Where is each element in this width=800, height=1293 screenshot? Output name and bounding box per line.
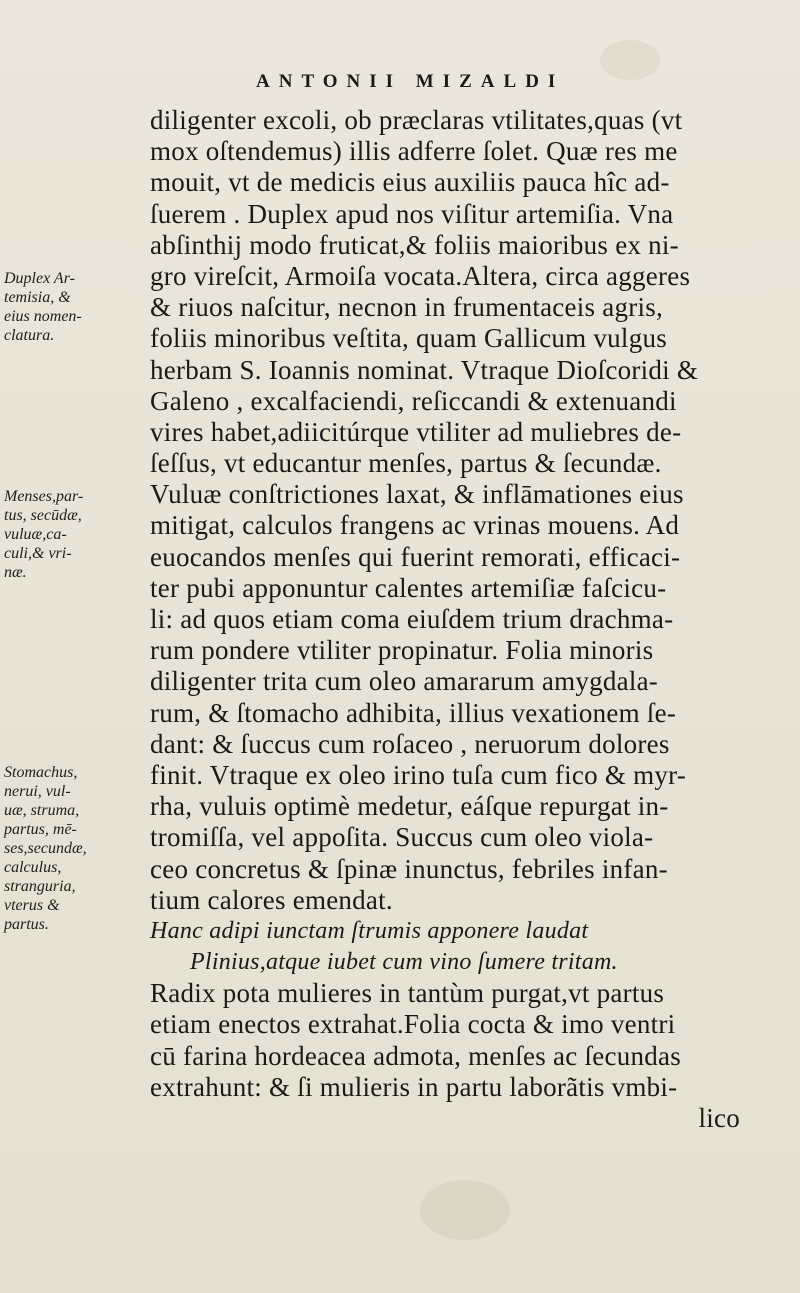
margin-note-line: vterus & — [4, 897, 60, 914]
text-line: ſeſſus, vt educantur menſes, partus & ſecundæ. — [150, 448, 662, 479]
text-line: dant: & ſuccus cum roſaceo , neruorum dolores — [150, 728, 670, 759]
margin-note-line: uæ, struma, — [4, 802, 80, 819]
text-line: rum pondere vtiliter propinatur. Folia minoris — [150, 635, 654, 666]
text-line: lico — [698, 1103, 740, 1133]
margin-note-line: partus, mē- — [4, 821, 77, 838]
margin-note-line: vuluæ,ca- — [4, 526, 67, 543]
margin-note — [4, 269, 146, 345]
margin-note — [4, 763, 146, 934]
margin-note-line: nerui, vul- — [4, 783, 71, 800]
margin-note-line: tus, secūdæ, — [4, 507, 82, 524]
running-head: ANTONII MIZALDI — [256, 71, 565, 92]
margin-note-line: clatura. — [4, 327, 55, 344]
margin-note-line: ses,secundæ, — [4, 840, 87, 857]
text-line: Plinius,atque iubet cum vino ſumere tritam. — [190, 949, 618, 976]
text-line: vires habet,adiicitúrque vtiliter ad muliebres de- — [150, 416, 682, 447]
body-text — [150, 105, 790, 1134]
text-line: li: ad quos etiam coma eiuſdem trium drachma- — [150, 604, 674, 634]
text-line: diligenter trita cum oleo amararum amygdala- — [150, 666, 659, 697]
text-line: Hanc adipi iunctam ſtrumis apponere laudat — [150, 917, 589, 944]
text-line: cū farina hordeacea admota, menſes ac ſecundas — [150, 1040, 681, 1071]
text-line: gro vireſcit, Armoiſa vocata.Altera, circa aggeres — [150, 260, 691, 291]
text-line: mitigat, calculos frangens ac vrinas mouens. Ad — [150, 510, 680, 541]
text-line: tromiſſa, vel appoſita. Succus cum oleo viola- — [150, 822, 654, 853]
margin-note-line: næ. — [4, 564, 27, 581]
text-line: finit. Vtraque ex oleo irino tuſa cum fico & myr- — [150, 759, 687, 790]
margin-note-line: Menses,par- — [4, 488, 84, 505]
text-line: euocandos menſes qui fuerint remorati, efficaci- — [150, 541, 681, 572]
text-line: extrahunt: & ſi mulieris in partu laborãtis vmbi- — [150, 1071, 678, 1102]
text-line: abſinthij modo fruticat,& foliis maioribus ex ni- — [150, 229, 679, 260]
margin-note-line: Duplex Ar- — [4, 270, 75, 287]
text-line: tium calores emendat. — [150, 884, 393, 915]
text-line: diligenter excoli, ob præclaras vtilitates,quas (vt — [150, 105, 683, 135]
text-line: Vuluæ conſtrictiones laxat, & inflāmationes eius — [150, 479, 684, 510]
margin-note-line: culi,& vri- — [4, 545, 72, 562]
text-line: foliis minoribus veſtita, quam Gallicum vulgus — [150, 323, 667, 354]
paper-stain — [420, 1180, 510, 1240]
text-line: & riuos naſcitur, necnon in frumentaceis agris, — [150, 292, 664, 323]
margin-note — [4, 487, 146, 582]
text-line: herbam S. Ioannis nominat. Vtraque Dioſcoridi & — [150, 354, 699, 385]
margin-note-line: partus. — [4, 916, 49, 933]
text-line: Radix pota mulieres in tantùm purgat,vt partus — [150, 978, 665, 1009]
text-line: etiam enectos extrahat.Folia cocta & imo ventri — [150, 1009, 676, 1040]
margin-note-line: Stomachus, — [4, 764, 78, 781]
text-line: ter pubi apponuntur calentes artemiſiæ faſcicu- — [150, 572, 667, 603]
text-line: ſuerem . Duplex apud nos viſitur artemiſia. Vna — [150, 198, 674, 229]
text-line: mox oſtendemus) illis adferre ſolet. Quæ res me — [150, 136, 678, 167]
margin-note-line: stranguria, — [4, 878, 76, 895]
margin-note-line: calculus, — [4, 859, 62, 876]
text-line: mouit, vt de medicis eius auxiliis pauca hîc ad- — [150, 167, 670, 198]
text-line: ceo concretus & ſpinæ inunctus, febriles infan- — [150, 853, 668, 884]
margin-note-line: temisia, & — [4, 289, 71, 306]
text-line: rha, vuluis optimè medetur, eáſque repurgat in- — [150, 791, 669, 822]
text-line: rum, & ſtomacho adhibita, illius vexationem ſe- — [150, 697, 677, 728]
text-line: Galeno , excalfaciendi, reſiccandi & extenuandi — [150, 385, 677, 416]
margin-note-line: eius nomen- — [4, 308, 82, 325]
